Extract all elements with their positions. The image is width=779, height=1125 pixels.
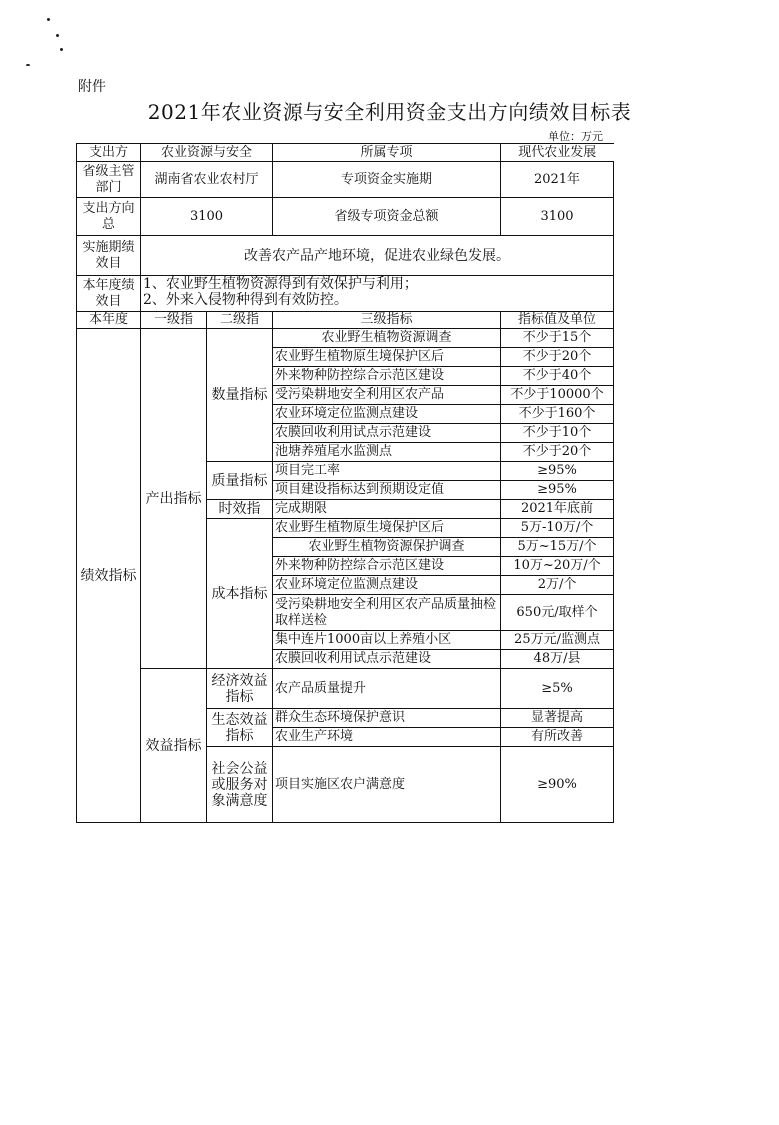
info-cell: 本年度绩效目 — [77, 276, 141, 312]
info-cell: 所属专项 — [273, 144, 501, 162]
benefit-cell: 效益指标 — [141, 669, 207, 823]
scan-speck — [26, 64, 30, 66]
indicator-value: 不少于10000个 — [501, 386, 614, 405]
indicator-name: 集中连片1000亩以上养殖小区 — [273, 631, 501, 650]
indicator-value: 25万元/监测点 — [501, 631, 614, 650]
info-cell: 改善农产品产地环境，促进农业绿色发展。 — [141, 236, 614, 276]
unit-label: 单位：万元 — [548, 130, 603, 143]
info-cell: 湖南省农业农村厅 — [141, 162, 273, 198]
goal-line: 2、外来入侵物种得到有效防控。 — [143, 292, 348, 308]
indicator-value: 不少于160个 — [501, 405, 614, 424]
info-row — [77, 236, 614, 276]
info-cell: 农业资源与安全 — [141, 144, 273, 162]
indicator-value: 650元/取样个 — [501, 595, 614, 631]
ecological-cell: 生态效益指标 — [207, 709, 273, 747]
indicator-value: 不少于15个 — [501, 329, 614, 348]
attachment-label: 附件 — [78, 79, 106, 95]
indicator-name: 外来物种防控综合示范区建设 — [273, 557, 501, 576]
indicator-value: 5万-10万/个 — [501, 519, 614, 538]
indicator-name: 农业野生植物资源保护调查 — [273, 538, 501, 557]
header-cell: 三级指标 — [273, 312, 501, 329]
indicator-name: 项目建设指标达到预期设定值 — [273, 481, 501, 500]
indicator-name: 农膜回收利用试点示范建设 — [273, 424, 501, 443]
table-row — [77, 669, 614, 709]
info-row — [77, 144, 614, 162]
scan-speck — [56, 34, 59, 37]
info-row — [77, 162, 614, 198]
indicator-value: 2021年底前 — [501, 500, 614, 519]
info-row — [77, 276, 614, 312]
header-cell: 指标值及单位 — [501, 312, 614, 329]
info-cell: 省级主管部门 — [77, 162, 141, 198]
indicator-name: 外来物种防控综合示范区建设 — [273, 367, 501, 386]
indicator-name: 农业生产环境 — [273, 728, 501, 747]
info-row — [77, 198, 614, 236]
info-cell: 3100 — [141, 198, 273, 236]
indicator-value: 有所改善 — [501, 728, 614, 747]
time-cell: 时效指 — [207, 500, 273, 519]
indicator-name: 农业环境定位监测点建设 — [273, 405, 501, 424]
indicator-value: 不少于20个 — [501, 443, 614, 462]
performance-table — [76, 143, 614, 823]
indicator-name: 项目完工率 — [273, 462, 501, 481]
info-cell: 3100 — [501, 198, 614, 236]
indicator-name: 农业环境定位监测点建设 — [273, 576, 501, 595]
indicator-name: 农产品质量提升 — [273, 669, 501, 709]
indicator-value: ≥95% — [501, 462, 614, 481]
indicator-name: 农业野生植物原生境保护区后 — [273, 348, 501, 367]
social-cell: 社会公益或服务对象满意度 — [207, 747, 273, 823]
indicator-name: 完成期限 — [273, 500, 501, 519]
indicator-value: 48万/县 — [501, 650, 614, 669]
indicator-value: 5万~15万/个 — [501, 538, 614, 557]
header-cell: 本年度 — [77, 312, 141, 329]
indicator-value: 不少于20个 — [501, 348, 614, 367]
indicator-value: 2万/个 — [501, 576, 614, 595]
page-title: 2021年农业资源与安全利用资金支出方向绩效目标表 — [147, 100, 632, 124]
indicator-value: 不少于10个 — [501, 424, 614, 443]
header-row — [77, 312, 614, 329]
quality-cell: 质量指标 — [207, 462, 273, 500]
info-cell: 支出方 — [77, 144, 141, 162]
scan-speck — [60, 48, 63, 51]
indicator-name: 农业野生植物原生境保护区后 — [273, 519, 501, 538]
table-row — [77, 329, 614, 348]
header-cell: 二级指 — [207, 312, 273, 329]
info-cell: 现代农业发展 — [501, 144, 614, 162]
indicator-name: 受污染耕地安全利用区农产品质量抽检取样送检 — [273, 595, 501, 631]
indicator-value: ≥90% — [501, 747, 614, 823]
cost-cell: 成本指标 — [207, 519, 273, 669]
quantity-cell: 数量指标 — [207, 329, 273, 462]
output-cell: 产出指标 — [141, 329, 207, 669]
indicator-value: ≥95% — [501, 481, 614, 500]
level1-cell: 绩效指标 — [77, 329, 141, 823]
indicator-name: 农业野生植物资源调查 — [273, 329, 501, 348]
scan-speck — [47, 18, 50, 21]
info-cell: 专项资金实施期 — [273, 162, 501, 198]
indicator-name: 受污染耕地安全利用区农产品 — [273, 386, 501, 405]
indicator-value: 10万~20万/个 — [501, 557, 614, 576]
info-cell: 2021年 — [501, 162, 614, 198]
indicator-value: 显著提高 — [501, 709, 614, 728]
info-cell: 省级专项资金总额 — [273, 198, 501, 236]
indicator-value: ≥5% — [501, 669, 614, 709]
indicator-name: 群众生态环境保护意识 — [273, 709, 501, 728]
indicator-value: 不少于40个 — [501, 367, 614, 386]
indicator-name: 池塘养殖尾水监测点 — [273, 443, 501, 462]
economic-cell: 经济效益指标 — [207, 669, 273, 709]
goal-line: 1、农业野生植物资源得到有效保护与利用； — [143, 276, 418, 292]
info-cell: 支出方向 总 — [77, 198, 141, 236]
indicator-name: 农膜回收利用试点示范建设 — [273, 650, 501, 669]
header-cell: 一级指 — [141, 312, 207, 329]
indicator-name: 项目实施区农户满意度 — [273, 747, 501, 823]
info-cell: 实施期绩效目 — [77, 236, 141, 276]
info-cell — [141, 276, 614, 312]
